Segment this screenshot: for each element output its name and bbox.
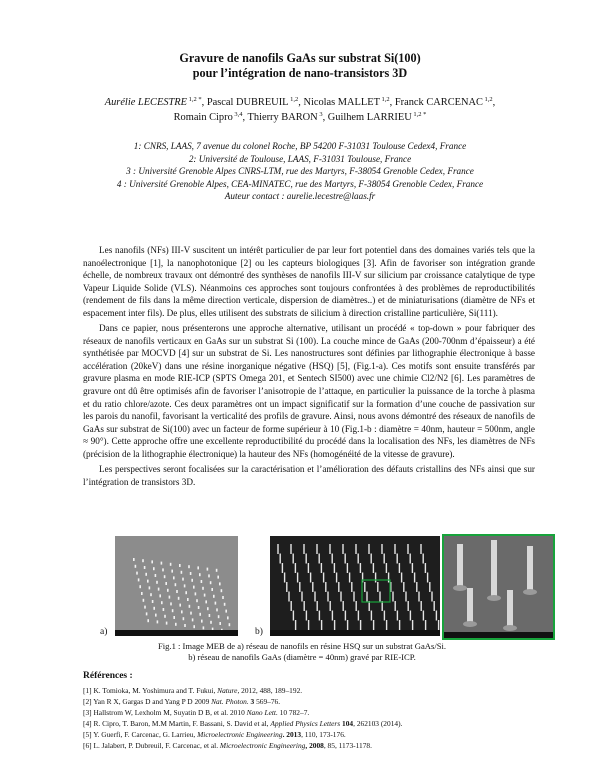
hsq-dot <box>145 573 147 576</box>
nanowire-base <box>487 595 501 601</box>
hsq-dot <box>201 580 203 583</box>
hsq-dot <box>170 563 172 566</box>
hsq-dot <box>150 593 152 596</box>
hsq-dot <box>157 620 159 623</box>
reference-volume: , 2008 <box>305 741 324 750</box>
hsq-dot <box>217 576 219 579</box>
hsq-dot <box>147 619 149 622</box>
hsq-dot <box>143 599 145 602</box>
hsq-dot <box>183 617 185 620</box>
author-name: Romain Cipro <box>173 112 233 123</box>
reference-volume: 104 <box>340 719 354 728</box>
author-affiliation-mark: 1,2 <box>288 96 299 103</box>
hsq-dot <box>193 586 195 589</box>
sem-nanowire-zoom <box>444 536 553 638</box>
title-line-1: Gravure de nanofils GaAs sur substrat Si(100) <box>179 51 421 65</box>
body-paragraph: Dans ce papier, nous présenterons une approche alternative, utilisant un procédé « top-down » pour fabriquer des réseaux de nanofils verticaux en GaAs sur un substrat Si (100). La couche mince de GaAs (200-700nm d’épaisseur) a été synthétisée par MOCVD [4] sur un substrat de Si. Les nanostructures sont définies par lithographie électronique à basse accélération (20keV) dans une résine inorganique négative (HSQ) [5], (Fig.1-a). Ces motifs sont ensuite transférés par gravure plasma en mode RIE-ICP (SPTS Omega 201, et Sentech SI500) avec une chimie Cl2/N2 [6]. Les paramètres de gravure ont dû être optimisés afin de favoriser l’anisotropie de l’attaque, en particulier la puissance de la torche à plasma et du ratio chlore/azote. Ces deux paramètres ont un impact significatif sur la formation d’une couche de passivation sur les parois du nanofil, favorisant la verticalité des profils de gravure. Ainsi, nous avons démontré des réseaux de nanofils de GaAs sur substrat de Si(100) avec un facteur de forme supérieur à 10 (Fig.1-b : diamètre = 40nm, hauteur = 500nm, angle ≈ 90°). Cette approche offre une excellente reproductibilité du procédé dans la localisation des NFs, les diamètres de NFs (précision de la lithographie électronique) la hauteur des NFs (homogénéité de la vitesse de gravure). <box>83 323 535 459</box>
affiliation-line: 3 : Université Grenoble Alpes CNRS-LTM, rue des Martyrs, F-38054 Grenoble Cedex, France <box>126 166 474 177</box>
hsq-dot <box>199 613 201 616</box>
sem-nanowire-array <box>270 536 440 636</box>
author-name: Guilhem LARRIEU <box>327 112 412 123</box>
hsq-dot <box>135 565 137 568</box>
hsq-dot <box>162 568 164 571</box>
reference-item: [3] Hallstrom W, Lexholm M, Suyatin D B, et al. 2010 Nano Lett. 10 782–7. <box>83 708 310 717</box>
sem-info-bar <box>270 630 440 636</box>
reference-item: [1] K. Tomioka, M. Yoshimura and T. Fukui, Nature, 2012, 488, 189–192. <box>83 686 303 695</box>
hsq-dot <box>185 591 187 594</box>
nanowire-zoom <box>467 588 473 624</box>
affiliation-line: 2: Université de Toulouse, LAAS, F-31031 Toulouse, France <box>188 153 412 164</box>
hsq-dot <box>165 582 167 585</box>
author-affiliation-mark: 1,2 <box>379 96 390 103</box>
reference-item: [5] Y. Guerfi, F. Carcenac, G. Larrieu, Microelectronic Engineering. 2013, 110, 173-176. <box>83 730 346 739</box>
hsq-dot <box>179 564 181 567</box>
hsq-dot <box>153 567 155 570</box>
abstract-body <box>83 244 535 488</box>
hsq-dot <box>209 614 211 617</box>
references-heading: Références : <box>83 671 133 681</box>
hsq-dot <box>178 597 180 600</box>
hsq-dot <box>192 618 194 621</box>
nanowire-zoom <box>457 544 463 588</box>
hsq-dot <box>216 608 218 611</box>
hsq-dot <box>181 610 183 613</box>
hsq-dot <box>221 589 223 592</box>
affiliation-line: 1: CNRS, LAAS, 7 avenue du colonel Roche, BP 54200 F-31031 Toulouse Cedex4, France <box>133 141 467 151</box>
sem-image-zoom-inset <box>444 536 553 638</box>
reference-item: [2] Yan R X, Gargas D and Yang P D 2009 Nat. Photon. 3 569–76. <box>83 697 281 706</box>
title-line-2: pour l’intégration de nano-transistors 3D <box>192 66 408 80</box>
hsq-dot <box>164 575 166 578</box>
hsq-dot <box>147 580 149 583</box>
hsq-dot <box>188 565 190 568</box>
hsq-dot <box>144 566 146 569</box>
author-list: Aurélie LECESTRE $^{1,2 *}$, Pascal DUBREUIL $^{1,2}$, Nicolas MALLET $^{1,2}$, Franck CARCENAC $^{1,2}$, Romain Cipro $^{3,4}$, Thierry BARON $^3$, Guilhem LARRIEU $^{1,2 *}$ <box>104 96 496 123</box>
author-affiliation-mark: 1,2 * <box>187 96 202 103</box>
hsq-dot <box>155 614 157 617</box>
hsq-dot <box>201 620 203 623</box>
hsq-dot <box>205 600 207 603</box>
hsq-dot <box>161 601 163 604</box>
body-paragraph: Les perspectives seront focalisées sur la caractérisation et l’amélioration des défauts cristallins des NFs ainsi que sur l’intégration de transistors 3D. <box>83 464 535 487</box>
hsq-dot <box>195 592 197 595</box>
hsq-dot <box>218 615 220 618</box>
hsq-dot <box>227 616 229 619</box>
hsq-dot <box>199 573 201 576</box>
caption-line-1: Fig.1 : Image MEB de a) réseau de nanofils en résine HSQ sur un substrat GaAs/Si. <box>157 641 447 651</box>
hsq-dot <box>210 581 212 584</box>
reference-item: [6] L. Jalabert, P. Dubreuil, F. Carcenac, et al. Microelectronic Engineering, 2008, 85, 1173-1178. <box>83 741 372 750</box>
reference-journal: Applied Physics Letters <box>270 719 341 728</box>
nanowire-base <box>453 585 467 591</box>
hsq-dot <box>139 585 141 588</box>
hsq-dot <box>187 598 189 601</box>
figure-label-a: a) <box>100 627 108 637</box>
reference-journal: Nano Lett. <box>246 708 278 717</box>
hsq-dot <box>190 572 192 575</box>
hsq-dot <box>190 612 192 615</box>
hsq-dot <box>181 571 183 574</box>
nanowire-zoom <box>527 546 533 592</box>
hsq-dot <box>219 622 221 625</box>
hsq-dot <box>158 588 160 591</box>
hsq-dot <box>184 624 186 627</box>
sem-image-hsq-array <box>115 536 238 636</box>
author-name: Thierry BARON <box>247 112 318 123</box>
nanowire-zoom <box>507 590 513 628</box>
hsq-dot <box>172 609 174 612</box>
hsq-dot <box>133 558 135 561</box>
reference-list <box>83 685 543 751</box>
hsq-dot <box>164 615 166 618</box>
reference-item: [4] R. Cipro, T. Baron, M.M Martin, F. Bassani, S. David et al, Applied Physics Letters 104, 262103 (2014). <box>83 719 403 728</box>
hsq-dot <box>211 588 213 591</box>
hsq-dot <box>159 594 161 597</box>
hsq-dot <box>219 582 221 585</box>
reference-volume: . 2013 <box>282 730 302 739</box>
hsq-dot <box>152 600 154 603</box>
hsq-dot <box>167 589 169 592</box>
hsq-dot <box>142 559 144 562</box>
affiliation-line: Auteur contact : aurelie.lecestre@laas.fr <box>224 191 376 202</box>
hsq-dot <box>215 602 217 605</box>
author-name: Pascal DUBREUIL <box>206 97 289 108</box>
hsq-dot <box>216 569 218 572</box>
affiliation-list <box>40 140 560 203</box>
hsq-dot <box>207 568 209 571</box>
sem-hsq-dots <box>115 536 238 636</box>
hsq-dot <box>193 625 195 628</box>
hsq-dot <box>204 594 206 597</box>
reference-journal: Nat. Photon. <box>211 697 249 706</box>
hsq-dot <box>229 623 231 626</box>
hsq-dot <box>225 610 227 613</box>
hsq-dot <box>182 578 184 581</box>
hsq-dot <box>166 622 168 625</box>
hsq-dot <box>224 603 226 606</box>
reference-journal: Microelectronic Engineering <box>219 741 306 750</box>
hsq-dot <box>138 578 140 581</box>
figure-label-b: b) <box>255 627 263 637</box>
hsq-dot <box>153 607 155 610</box>
hsq-dot <box>202 587 204 590</box>
hsq-dot <box>179 604 181 607</box>
hsq-dot <box>208 574 210 577</box>
figure-1 <box>92 533 552 645</box>
hsq-dot <box>222 596 224 599</box>
author-affiliation-mark: 3,4 <box>232 111 243 118</box>
hsq-dot <box>184 584 186 587</box>
sem-info-bar <box>115 630 238 636</box>
hsq-dot <box>191 579 193 582</box>
hsq-dot <box>207 607 209 610</box>
sem-info-bar <box>444 632 553 638</box>
hsq-dot <box>175 623 177 626</box>
hsq-dot <box>197 566 199 569</box>
author-name: Nicolas MALLET <box>303 97 380 108</box>
hsq-dot <box>173 576 175 579</box>
hsq-dot <box>169 596 171 599</box>
hsq-dot <box>173 616 175 619</box>
hsq-dot <box>156 581 158 584</box>
hsq-dot <box>146 612 148 615</box>
author-affiliation-mark: 1,2 * <box>411 111 427 118</box>
caption-line-2: b) réseau de nanofils GaAs (diamètre = 40nm) gravé par RIE-ICP. <box>188 652 416 662</box>
sem-background <box>115 536 238 636</box>
hsq-dot <box>213 595 215 598</box>
hsq-dot <box>210 621 212 624</box>
figure-caption <box>92 641 512 663</box>
hsq-dot <box>170 602 172 605</box>
reference-volume: 3 <box>248 697 255 706</box>
paper-title <box>0 51 600 81</box>
author-name: Aurélie LECESTRE <box>104 97 187 108</box>
hsq-dot <box>155 574 157 577</box>
hsq-dot <box>136 572 138 575</box>
hsq-dot <box>163 608 165 611</box>
author-affiliation-mark: 1,2 <box>482 96 493 103</box>
hsq-dot <box>196 599 198 602</box>
hsq-dot <box>151 560 153 563</box>
nanowire-base <box>503 625 517 631</box>
nanowire-zoom <box>491 540 497 598</box>
author-affiliation-mark: 3 <box>317 111 323 118</box>
hsq-dot <box>141 592 143 595</box>
author-name: Franck CARCENAC <box>394 97 483 108</box>
hsq-dot <box>203 626 205 629</box>
nanowire-base <box>523 589 537 595</box>
hsq-dot <box>144 606 146 609</box>
hsq-dot <box>149 586 151 589</box>
hsq-dot <box>171 570 173 573</box>
hsq-dot <box>189 605 191 608</box>
reference-journal: Microelectronic Engineering <box>197 730 283 739</box>
hsq-dot <box>175 583 177 586</box>
reference-journal: Nature <box>217 686 238 695</box>
hsq-dot <box>176 590 178 593</box>
sem-image-gaas-nanowires <box>270 536 440 636</box>
affiliation-line: 4 : Université Grenoble Alpes, CEA-MINATEC, rue des Martyrs, F-38054 Grenoble Cedex, France <box>116 178 484 189</box>
hsq-dot <box>161 562 163 565</box>
body-paragraph: Les nanofils (NFs) III-V suscitent un intérêt particulier de par leur fort potentiel dans des domaines variés tels que la nanoélectronique [1], la nanophotonique [2] ou les capteurs biologiques [3]. Afin de favoriser son intégration grande échelle, de nombreux travaux ont démontré des synthèses de nanofils III-V sur silicium par croissance catalytique de type Vapeur Liquide Solide (VLS). Néanmoins ces approches sont toujours confrontées à des problèmes de reproductibilités (rendement de fils dans la même direction verticale, dispersion de diamètres..) et de miniaturisations (diamètre de NFs et espacement inter fils). De plus, elles utilisent des substrats de silicium à direction cristalline particulière, Si(111). <box>83 245 535 318</box>
hsq-dot <box>198 606 200 609</box>
nanowire-base <box>463 621 477 627</box>
